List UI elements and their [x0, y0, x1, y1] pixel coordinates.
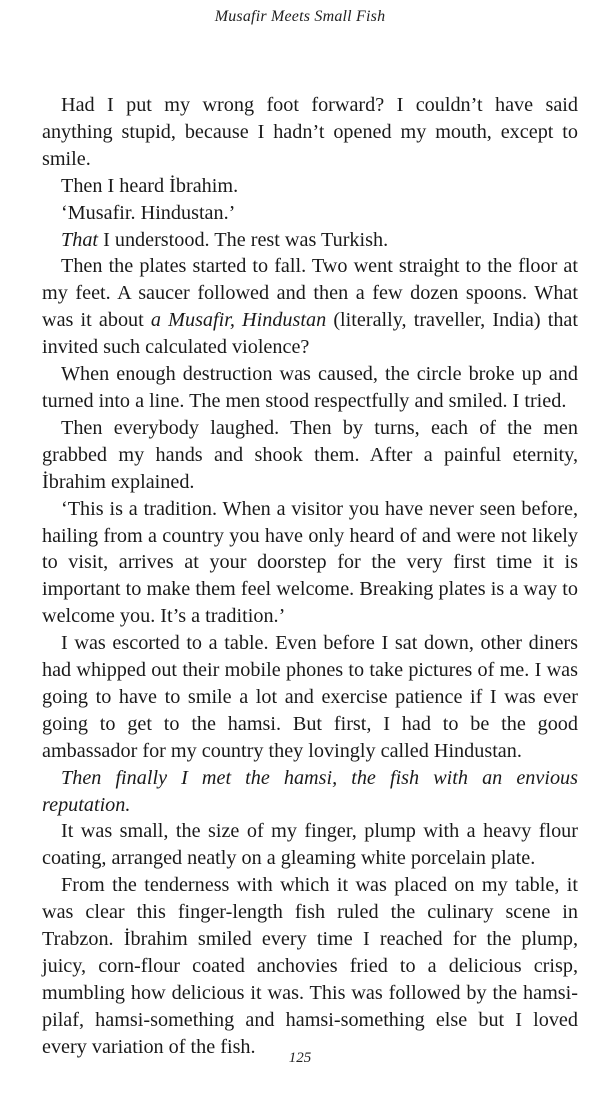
text-run: It was small, the size of my finger, plump with a heavy flour coating, arranged neatly on a gleaming white porcelain plate. — [42, 820, 578, 870]
text-run: ‘This is a tradition. When a visitor you have never seen before, hailing from a country you have only heard of and were not likely to visit, arrives at your doorstep for the very first time it is important to make them feel welcome. Breaking plates is a way to welcome you. It’s a tradition.’ — [42, 497, 578, 628]
text-run: (literally, traveller, India) that invited such calculated violence? — [42, 309, 578, 359]
paragraph — [42, 173, 578, 200]
paragraph — [42, 818, 578, 872]
italic-text: a Musafir, Hindustan — [150, 309, 327, 332]
paragraph — [42, 765, 578, 819]
paragraph — [42, 496, 578, 631]
text-run: I understood. The rest was Turkish. — [98, 228, 389, 251]
text-run: Then I heard İbrahim. — [61, 174, 239, 197]
paragraph — [42, 92, 578, 173]
text-run: From the tenderness with which it was placed on my table, it was clear this finger-length fish ruled the culinary scene in Trabzon. İbrahim smiled every time I reached for the plump, juicy, corn-flour coated anchovies fried to a delicious crisp, mumbling how delicious it was. This was followed by the hamsi-pilaf, hamsi-something and hamsi-something else but I loved every variation of the fish. — [42, 874, 578, 1058]
text-run: Then the plates started to fall. Two went straight to the floor at my feet. A saucer followed and then a few dozen spoons. What was it about — [42, 255, 578, 332]
paragraph — [42, 227, 578, 254]
paragraph — [42, 361, 578, 415]
paragraph — [42, 415, 578, 496]
paragraph — [42, 253, 578, 361]
page-number: 125 — [288, 1050, 312, 1066]
text-run: Had I put my wrong foot forward? I couldn’t have said anything stupid, because I hadn’t opened my mouth, except to smile. — [42, 94, 578, 170]
text-run: Then everybody laughed. Then by turns, each of the men grabbed my hands and shook them. After a painful eternity, İbrahim explained. — [42, 416, 578, 493]
text-run: ‘Musafir. Hindustan.’ — [61, 201, 236, 224]
italic-text: That — [61, 228, 99, 251]
paragraph — [42, 872, 578, 1060]
paragraph — [42, 200, 578, 227]
italic-text: Then finally I met the hamsi, the fish with an envious reputation. — [42, 766, 578, 816]
body-text — [42, 92, 578, 1061]
paragraph — [42, 630, 578, 765]
running-head: Musafir Meets Small Fish — [214, 8, 386, 25]
text-run: I was escorted to a table. Even before I sat down, other diners had whipped out their mobile phones to take pictures of me. I was going to have to smile a lot and exercise patience if I was ever going to get to the hamsi. But first, I had to be the good ambassador for my country they lovingly called Hindustan. — [42, 632, 578, 762]
text-run: When enough destruction was caused, the circle broke up and turned into a line. The men stood respectfully and smiled. I tried. — [42, 363, 578, 412]
